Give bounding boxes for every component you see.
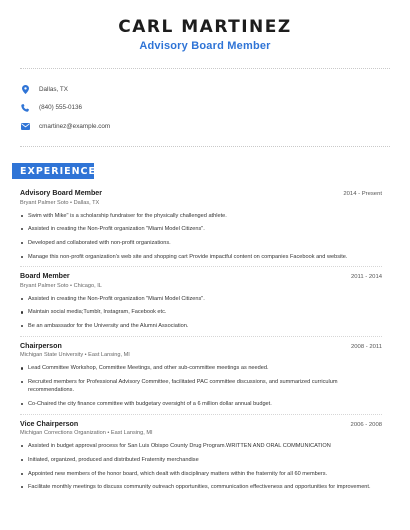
job-role: Advisory Board Member: [20, 189, 102, 197]
job-organization: Michigan Corrections Organization • East Lansing, MI: [20, 430, 153, 437]
map-pin-icon: [20, 84, 30, 94]
job-bullet: Facilitate monthly meetings to discuss community outreach opportunities, communication effectiveness and opportunities for improvement.: [20, 483, 382, 491]
divider: [20, 414, 382, 415]
job-bullet: Co-Chaired the city finance committee with budgetary oversight of a 6 million dollar annual budget.: [20, 400, 382, 408]
job-bullet: Developed and collaborated with non-profit organizations.: [20, 239, 382, 247]
contact-email[interactable]: [20, 117, 110, 136]
job-organization: Bryant Palmer Soto • Dallas, TX: [20, 199, 100, 206]
contact-location: [20, 80, 110, 99]
resume-header: [0, 0, 410, 52]
job-bullet: Manage this non-profit organization's web site and shopping cart Provide impactful content on companies Facebook and website.: [20, 253, 382, 261]
contact-list: [20, 80, 110, 136]
experience-list: [20, 189, 382, 497]
phone-text: (840) 555-0136: [39, 104, 83, 112]
email-text[interactable]: cmartinez@example.com: [39, 122, 111, 130]
divider: [20, 68, 390, 69]
job-bullet: Swim with Mike" is a scholarship fundraiser for the physically challenged athlete.: [20, 212, 382, 220]
job-organization: Michigan State University • East Lansing, MI: [20, 352, 130, 359]
section-heading-experience: [12, 163, 97, 179]
section-heading-label: EXPERIENCE: [20, 165, 97, 177]
divider: [20, 146, 390, 147]
job-organization: Bryant Palmer Soto • Chicago, IL: [20, 282, 102, 289]
job-entry: [20, 420, 382, 492]
job-bullet: Assisted in creating the Non-Profit organization "Miami Model Citizens".: [20, 295, 382, 303]
job-bullet: Lead Committee Workshop, Committee Meetings, and other sub-committee meetings as needed.: [20, 364, 382, 372]
job-bullet: Maintain social media;Tumblr, Instagram, Facebook etc.: [20, 308, 382, 316]
job-role: Vice Chairperson: [20, 419, 79, 428]
job-bullet: Assisted in creating the Non-Profit organization "Miami Model Citizens".: [20, 225, 382, 233]
envelope-icon: [20, 121, 30, 131]
candidate-name: CARL MARTINEZ: [118, 17, 292, 37]
job-dates: 2008 - 2011: [350, 343, 382, 350]
job-entry: [20, 342, 382, 408]
contact-phone: [20, 99, 110, 118]
job-bullet: Be an ambassador for the University and the Alumni Association.: [20, 322, 382, 330]
candidate-title: Advisory Board Member: [139, 40, 271, 52]
job-role: Board Member: [20, 272, 70, 281]
phone-icon: [20, 103, 30, 113]
job-entry: [20, 272, 382, 330]
location-text: Dallas, TX: [39, 85, 68, 93]
job-bullet: Appointed new members of the honor board, which dealt with disciplinary matters within the fraternity for all 60 members.: [20, 470, 382, 478]
job-dates: 2014 - Present: [343, 191, 382, 197]
job-dates: 2006 - 2008: [350, 421, 382, 428]
divider: [20, 336, 382, 337]
job-role: Chairperson: [20, 341, 62, 350]
job-entry: [20, 189, 382, 261]
divider: [20, 266, 382, 267]
job-dates: 2011 - 2014: [350, 274, 382, 281]
job-bullet: Initiated, organized, produced and distributed Fraternity merchandise: [20, 456, 382, 464]
job-bullet: Assisted in budget approval process for San Luis Obispo County Drug Program.WRITTEN AND ORAL COMMUNICATION: [20, 442, 382, 450]
job-bullet: Recruited members for Professional Advisory Committee, facilitated PAC committee discussions, and summarized curriculum recommendations.: [20, 378, 382, 395]
